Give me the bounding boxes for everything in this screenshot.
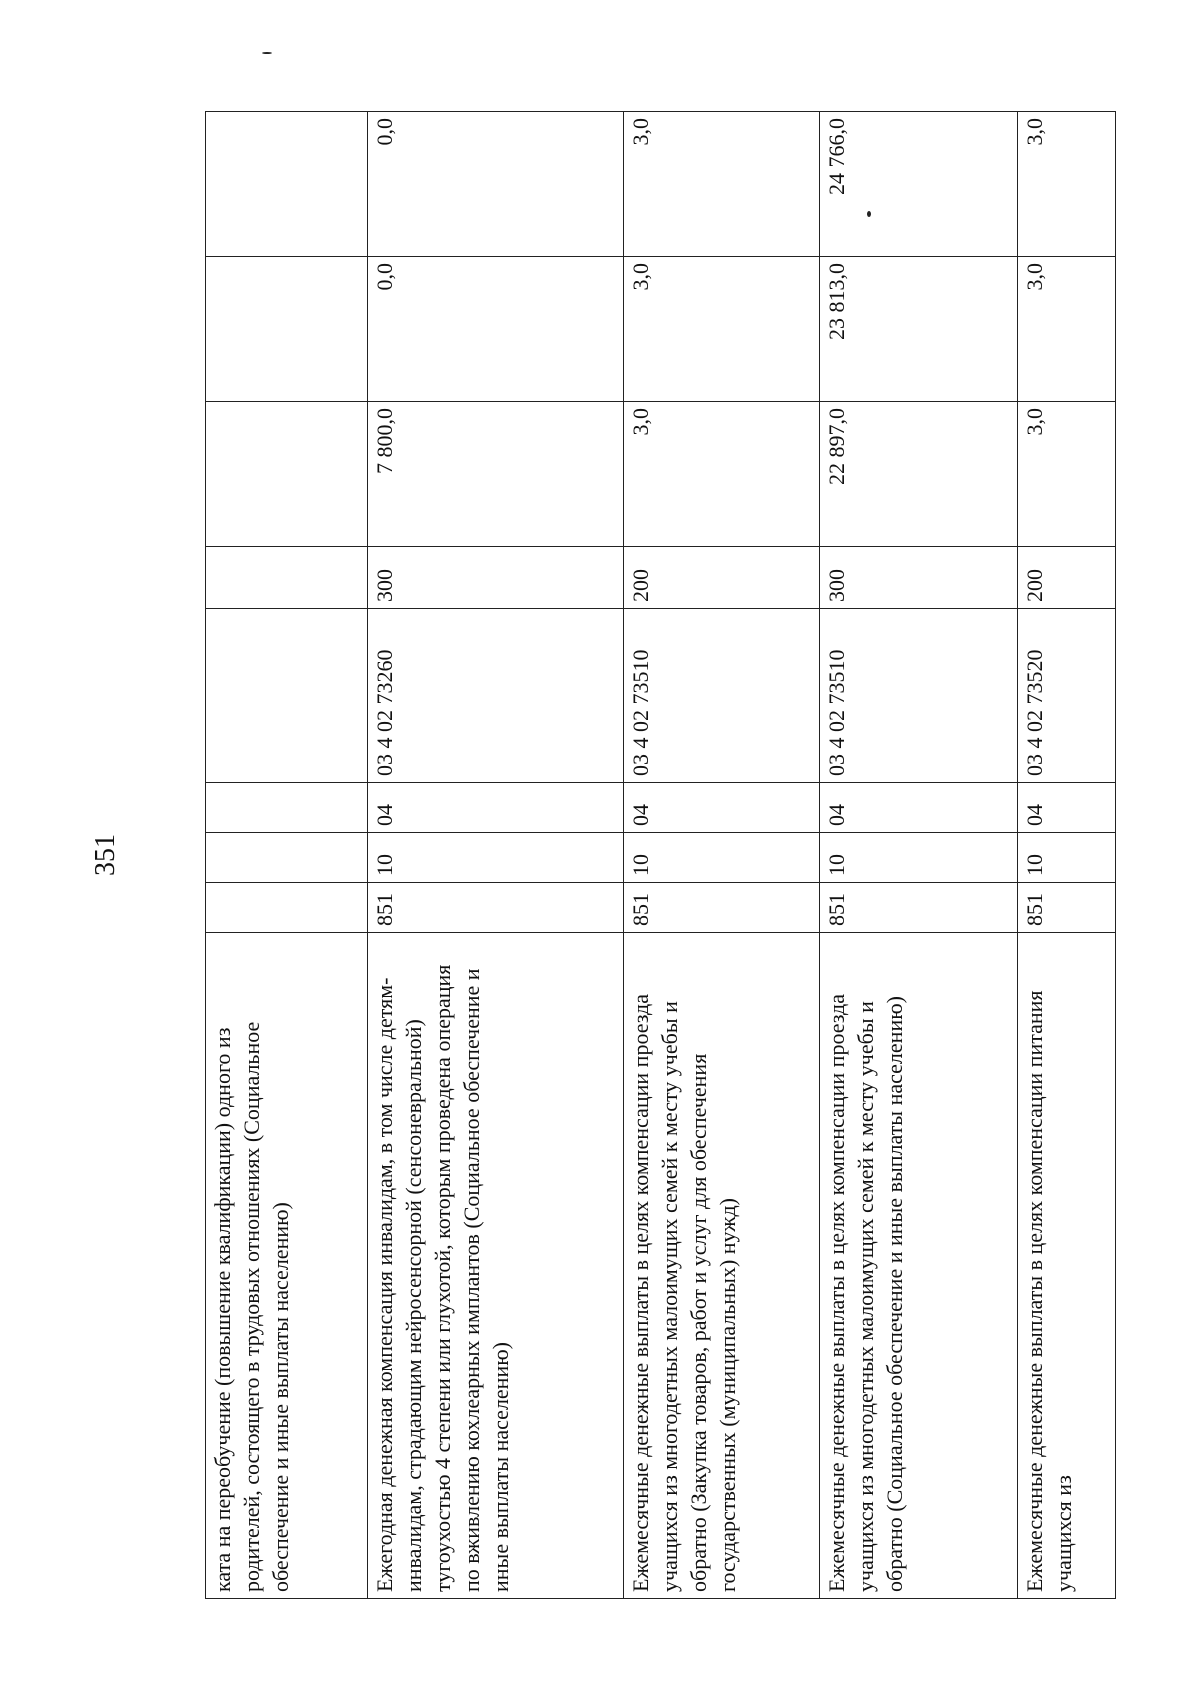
amount-year-3: 3,0	[624, 112, 820, 257]
section-code: 10	[1018, 833, 1116, 883]
row-description: Ежегодная денежная компенсация инвалидам, в том числе детям-инвалидам, страдающим нейросенсорной (сенсоневральной) тугоухостью 4 степени или глухотой, которым проведена операция по вживлению кохлеарных имплантов (Социальное обеспечение и иные выплаты населению)	[368, 933, 624, 1599]
scan-speck	[262, 52, 272, 54]
amount-year-2: 23 813,0	[820, 257, 1018, 402]
amount-year-1: 7 800,0	[368, 402, 624, 547]
amount-year-3	[206, 112, 368, 257]
expense-type-code: 200	[624, 547, 820, 609]
table-row	[1018, 112, 1116, 1599]
expense-type-code: 300	[368, 547, 624, 609]
amount-year-2: 3,0	[1018, 257, 1116, 402]
subsection-code	[206, 783, 368, 833]
section-code: 10	[820, 833, 1018, 883]
amount-year-1: 22 897,0	[820, 402, 1018, 547]
page-number: 351	[90, 834, 121, 876]
row-description: Ежемесячные денежные выплаты в целях компенсации проезда учащихся из многодетных малоимущих семей к месту учебы и обратно (Социальное обеспечение и иные выплаты населению)	[820, 933, 1018, 1599]
budget-table	[205, 111, 1116, 1599]
amount-year-1	[206, 402, 368, 547]
rotated-table-wrapper	[205, 112, 1115, 1599]
subsection-code: 04	[624, 783, 820, 833]
subsection-code: 04	[820, 783, 1018, 833]
target-article-code: 03 4 02 73260	[368, 609, 624, 783]
section-code: 10	[368, 833, 624, 883]
row-description: ката на переобучение (повышение квалификации) одного из родителей, состоящего в трудовых отношениях (Социальное обеспечение и иные выплаты населению)	[206, 933, 368, 1599]
subsection-code: 04	[1018, 783, 1116, 833]
section-code: 10	[624, 833, 820, 883]
table-row	[820, 112, 1018, 1599]
amount-year-2: 0,0	[368, 257, 624, 402]
amount-year-1: 3,0	[624, 402, 820, 547]
amount-year-3: 24 766,0	[820, 112, 1018, 257]
ministry-code: 851	[1018, 883, 1116, 933]
amount-year-2: 3,0	[624, 257, 820, 402]
target-article-code: 03 4 02 73510	[820, 609, 1018, 783]
target-article-code: 03 4 02 73520	[1018, 609, 1116, 783]
target-article-code	[206, 609, 368, 783]
ministry-code: 851	[368, 883, 624, 933]
amount-year-3: 0,0	[368, 112, 624, 257]
amount-year-1: 3,0	[1018, 402, 1116, 547]
expense-type-code: 200	[1018, 547, 1116, 609]
table-row	[368, 112, 624, 1599]
expense-type-code: 300	[820, 547, 1018, 609]
table-row	[206, 112, 368, 1599]
budget-table-body	[206, 112, 1116, 1599]
ministry-code: 851	[624, 883, 820, 933]
section-code	[206, 833, 368, 883]
subsection-code: 04	[368, 783, 624, 833]
table-row	[624, 112, 820, 1599]
expense-type-code	[206, 547, 368, 609]
ministry-code	[206, 883, 368, 933]
ministry-code: 851	[820, 883, 1018, 933]
row-description: Ежемесячные денежные выплаты в целях компенсации питания учащихся из	[1018, 933, 1116, 1599]
row-description: Ежемесячные денежные выплаты в целях компенсации проезда учащихся из многодетных малоимущих семей к месту учебы и обратно (Закупка товаров, работ и услуг для обеспечения государственных (муниципальных) нужд)	[624, 933, 820, 1599]
amount-year-3: 3,0	[1018, 112, 1116, 257]
target-article-code: 03 4 02 73510	[624, 609, 820, 783]
amount-year-2	[206, 257, 368, 402]
